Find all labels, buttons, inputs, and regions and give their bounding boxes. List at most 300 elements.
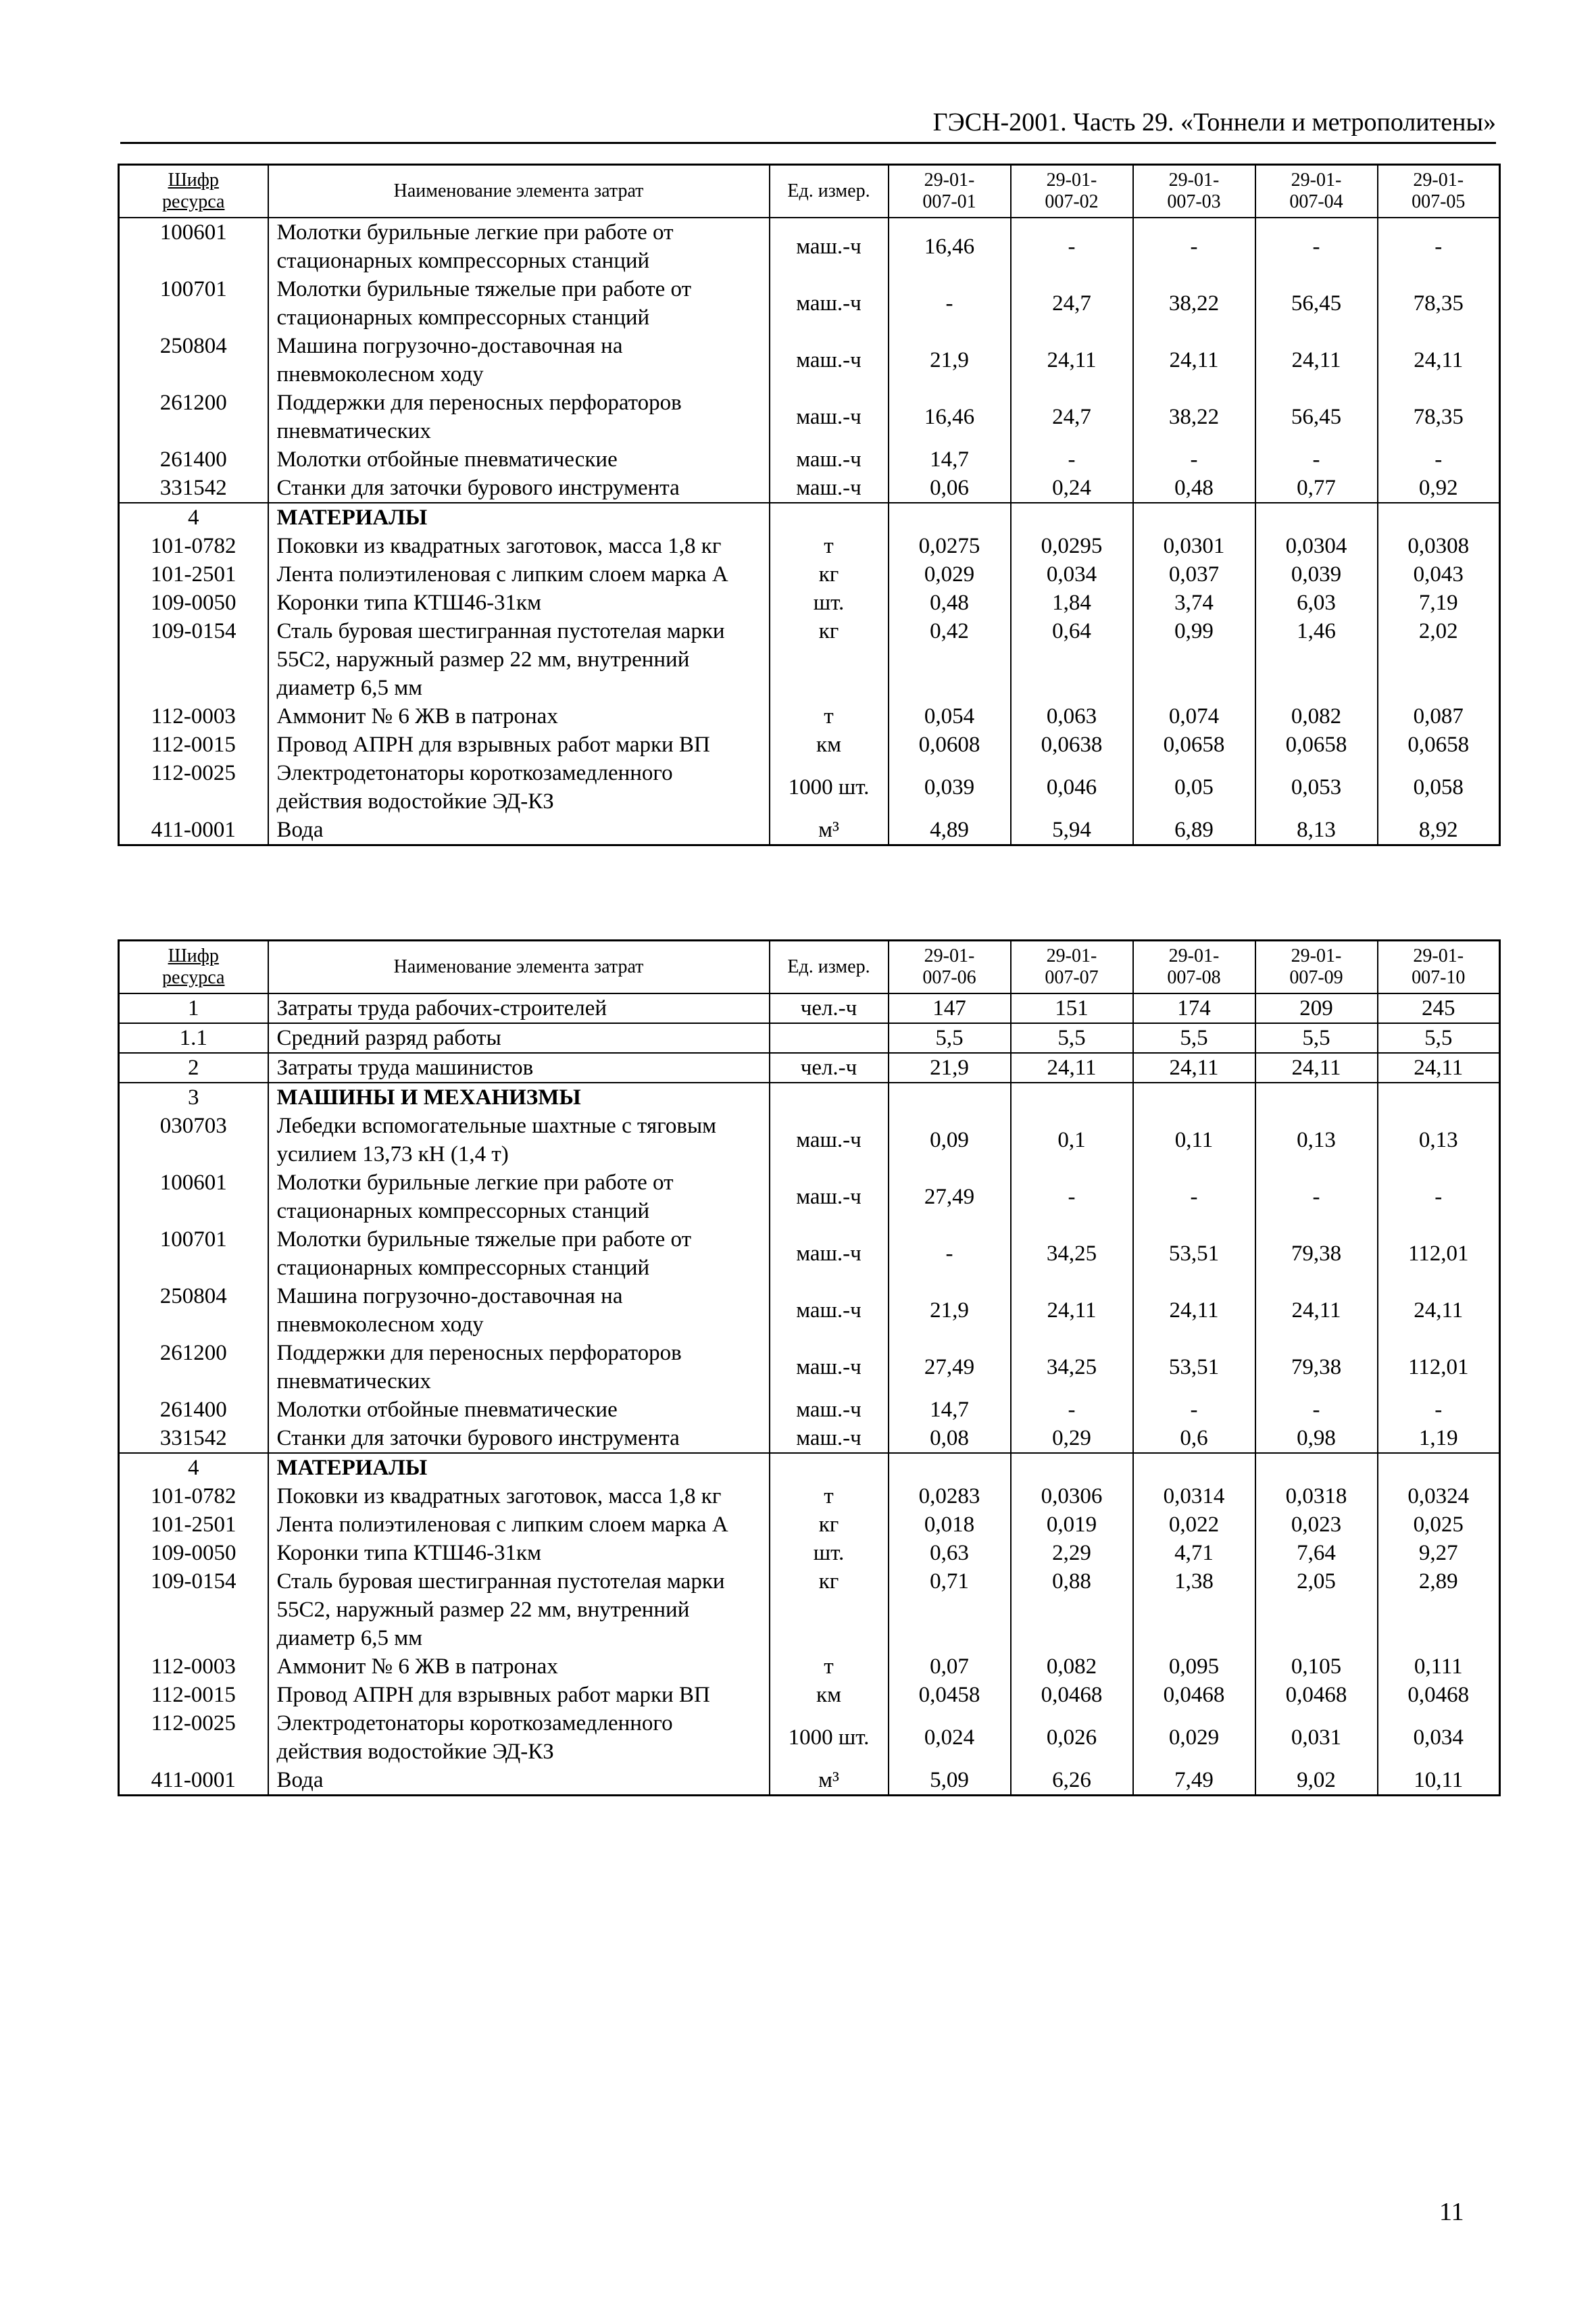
table-row xyxy=(119,1510,1500,1539)
value-cell: 2,89 xyxy=(1378,1567,1500,1652)
table-row xyxy=(119,445,1500,474)
resource-name-cell: Лента полиэтиленовая с липким слоем марка А xyxy=(268,560,770,589)
value-cell: 0,63 xyxy=(889,1539,1011,1567)
resource-name-cell: Вода xyxy=(268,1766,770,1796)
resource-name-cell: Лебедки вспомогательные шахтные с тяговым усилием 13,73 кН (1,4 т) xyxy=(268,1112,770,1168)
value-cell: 16,46 xyxy=(889,218,1011,275)
unit-cell: маш.-ч xyxy=(770,1112,889,1168)
unit-cell: шт. xyxy=(770,589,889,617)
value-cell: 0,053 xyxy=(1255,759,1378,816)
col-header-norm: 29-01- 007-02 xyxy=(1011,165,1133,218)
resource-name-cell: Аммонит № 6 ЖВ в патронах xyxy=(268,1652,770,1681)
value-cell: 4,71 xyxy=(1133,1539,1255,1567)
value-cell: 0,0468 xyxy=(1011,1681,1133,1709)
value-cell: 5,09 xyxy=(889,1766,1011,1796)
resource-name-cell: Поддержки для переносных перфораторов пневматических xyxy=(268,1339,770,1396)
section-row xyxy=(119,503,1500,532)
resource-name-cell: Затраты труда машинистов xyxy=(268,1053,770,1083)
resource-code-cell: 4 xyxy=(119,503,268,532)
value-cell: 0,88 xyxy=(1011,1567,1133,1652)
value-cell: 7,49 xyxy=(1133,1766,1255,1796)
resource-name-cell: Электродетонаторы короткозамедленного действия водостойкие ЭД-КЗ xyxy=(268,1709,770,1766)
value-cell: - xyxy=(1255,1168,1378,1225)
value-cell: 5,5 xyxy=(1011,1023,1133,1053)
value-cell: 147 xyxy=(889,993,1011,1023)
resource-table-1 xyxy=(118,164,1501,846)
value-cell: 0,043 xyxy=(1378,560,1500,589)
resource-code-cell: 1.1 xyxy=(119,1023,268,1053)
value-cell: 2,29 xyxy=(1011,1539,1133,1567)
value-cell xyxy=(1378,1083,1500,1112)
value-cell: 7,19 xyxy=(1378,589,1500,617)
resource-code-cell: 100701 xyxy=(119,1225,268,1282)
table-row xyxy=(119,1168,1500,1225)
value-cell: 0,13 xyxy=(1255,1112,1378,1168)
resource-name-cell: Сталь буровая шестигранная пустотелая марки 55С2, наружный размер 22 мм, внутренний диаметр 6,5 мм xyxy=(268,617,770,702)
value-cell xyxy=(1255,1453,1378,1482)
resource-code-cell: 100601 xyxy=(119,218,268,275)
value-cell xyxy=(889,1453,1011,1482)
value-cell: 0,058 xyxy=(1378,759,1500,816)
value-cell: 0,77 xyxy=(1255,474,1378,503)
unit-cell: маш.-ч xyxy=(770,1424,889,1453)
value-cell: 0,0308 xyxy=(1378,532,1500,560)
value-cell: 0,92 xyxy=(1378,474,1500,503)
value-cell: 0,0301 xyxy=(1133,532,1255,560)
value-cell: 0,1 xyxy=(1011,1112,1133,1168)
unit-cell: 1000 шт. xyxy=(770,1709,889,1766)
value-cell: - xyxy=(1133,1168,1255,1225)
resource-name-cell: Поковки из квадратных заготовок, масса 1,8 кг xyxy=(268,532,770,560)
value-cell: 0,029 xyxy=(889,560,1011,589)
value-cell: 24,7 xyxy=(1011,275,1133,332)
unit-cell: маш.-ч xyxy=(770,1225,889,1282)
value-cell: 0,0658 xyxy=(1378,731,1500,759)
value-cell: - xyxy=(1011,445,1133,474)
table-row xyxy=(119,1424,1500,1453)
section-title-cell: МАТЕРИАЛЫ xyxy=(268,1453,770,1482)
value-cell: 0,034 xyxy=(1011,560,1133,589)
value-cell: 78,35 xyxy=(1378,275,1500,332)
resource-code-cell: 109-0154 xyxy=(119,1567,268,1652)
value-cell: 24,11 xyxy=(1011,332,1133,389)
resource-code-cell: 411-0001 xyxy=(119,1766,268,1796)
value-cell: 21,9 xyxy=(889,1282,1011,1339)
resource-name-cell: Затраты труда рабочих-строителей xyxy=(268,993,770,1023)
table-row xyxy=(119,389,1500,445)
resource-code-cell: 100601 xyxy=(119,1168,268,1225)
resource-code-cell: 030703 xyxy=(119,1112,268,1168)
value-cell: 0,022 xyxy=(1133,1510,1255,1539)
table-row xyxy=(119,1112,1500,1168)
value-cell: 24,11 xyxy=(1011,1282,1133,1339)
value-cell: 0,06 xyxy=(889,474,1011,503)
unit-cell: маш.-ч xyxy=(770,1339,889,1396)
value-cell: 0,082 xyxy=(1255,702,1378,731)
value-cell: 0,99 xyxy=(1133,617,1255,702)
value-cell: 16,46 xyxy=(889,389,1011,445)
resource-name-cell: Электродетонаторы короткозамедленного действия водостойкие ЭД-КЗ xyxy=(268,759,770,816)
value-cell: 34,25 xyxy=(1011,1225,1133,1282)
value-cell: 21,9 xyxy=(889,1053,1011,1083)
value-cell: - xyxy=(1011,1396,1133,1424)
value-cell: 0,0318 xyxy=(1255,1482,1378,1510)
value-cell: 0,42 xyxy=(889,617,1011,702)
value-cell: 0,019 xyxy=(1011,1510,1133,1539)
value-cell: 24,11 xyxy=(1133,1053,1255,1083)
value-cell: 6,89 xyxy=(1133,816,1255,845)
value-cell: - xyxy=(1378,1168,1500,1225)
resource-name-cell: Молотки отбойные пневматические xyxy=(268,1396,770,1424)
value-cell: - xyxy=(1133,218,1255,275)
value-cell: 0,0304 xyxy=(1255,532,1378,560)
value-cell: 151 xyxy=(1011,993,1133,1023)
resource-code-cell: 101-0782 xyxy=(119,532,268,560)
resource-name-cell: Сталь буровая шестигранная пустотелая марки 55С2, наружный размер 22 мм, внутренний диаметр 6,5 мм xyxy=(268,1567,770,1652)
col-header-unit: Ед. измер. xyxy=(770,941,889,994)
value-cell: 9,27 xyxy=(1378,1539,1500,1567)
value-cell: 38,22 xyxy=(1133,275,1255,332)
value-cell: 0,98 xyxy=(1255,1424,1378,1453)
value-cell: 24,11 xyxy=(1378,1282,1500,1339)
resource-code-cell: 2 xyxy=(119,1053,268,1083)
value-cell: 78,35 xyxy=(1378,389,1500,445)
unit-cell: кг xyxy=(770,1510,889,1539)
value-cell: 79,38 xyxy=(1255,1225,1378,1282)
value-cell: 27,49 xyxy=(889,1339,1011,1396)
value-cell: - xyxy=(1378,1396,1500,1424)
col-header-norm: 29-01- 007-09 xyxy=(1255,941,1378,994)
value-cell: 0,0608 xyxy=(889,731,1011,759)
value-cell: 53,51 xyxy=(1133,1339,1255,1396)
value-cell: - xyxy=(1133,445,1255,474)
value-cell: 0,05 xyxy=(1133,759,1255,816)
unit-cell: маш.-ч xyxy=(770,1282,889,1339)
unit-cell: шт. xyxy=(770,1539,889,1567)
value-cell: 53,51 xyxy=(1133,1225,1255,1282)
table-row xyxy=(119,1396,1500,1424)
value-cell: 1,46 xyxy=(1255,617,1378,702)
value-cell: 0,031 xyxy=(1255,1709,1378,1766)
resource-name-cell: Станки для заточки бурового инструмента xyxy=(268,474,770,503)
value-cell: 6,03 xyxy=(1255,589,1378,617)
value-cell: 0,0638 xyxy=(1011,731,1133,759)
value-cell: 27,49 xyxy=(889,1168,1011,1225)
resource-name-cell: Молотки бурильные тяжелые при работе от стационарных компрессорных станций xyxy=(268,275,770,332)
value-cell: 8,92 xyxy=(1378,816,1500,845)
section-title-cell: МАТЕРИАЛЫ xyxy=(268,503,770,532)
value-cell: 0,074 xyxy=(1133,702,1255,731)
unit-cell: маш.-ч xyxy=(770,218,889,275)
value-cell xyxy=(1011,1453,1133,1482)
resource-code-cell: 1 xyxy=(119,993,268,1023)
value-cell: 10,11 xyxy=(1378,1766,1500,1796)
unit-cell: 1000 шт. xyxy=(770,759,889,816)
resource-code-cell: 250804 xyxy=(119,1282,268,1339)
value-cell: 0,48 xyxy=(1133,474,1255,503)
value-cell: 0,09 xyxy=(889,1112,1011,1168)
value-cell: - xyxy=(889,1225,1011,1282)
value-cell: 0,039 xyxy=(889,759,1011,816)
resource-code-cell: 112-0015 xyxy=(119,1681,268,1709)
value-cell: 0,025 xyxy=(1378,1510,1500,1539)
value-cell: 0,24 xyxy=(1011,474,1133,503)
table-row xyxy=(119,218,1500,275)
value-cell: 5,5 xyxy=(889,1023,1011,1053)
value-cell: 0,07 xyxy=(889,1652,1011,1681)
value-cell: 24,11 xyxy=(1255,1282,1378,1339)
value-cell xyxy=(1011,503,1133,532)
value-cell: 24,11 xyxy=(1011,1053,1133,1083)
unit-cell: т xyxy=(770,702,889,731)
value-cell: - xyxy=(889,275,1011,332)
resource-code-cell: 261200 xyxy=(119,389,268,445)
value-cell: 0,11 xyxy=(1133,1112,1255,1168)
value-cell: 0,0468 xyxy=(1378,1681,1500,1709)
value-cell: 8,13 xyxy=(1255,816,1378,845)
resource-code-cell: 109-0050 xyxy=(119,589,268,617)
value-cell: 7,64 xyxy=(1255,1539,1378,1567)
value-cell: 34,25 xyxy=(1011,1339,1133,1396)
table-row xyxy=(119,1539,1500,1567)
value-cell: 0,0324 xyxy=(1378,1482,1500,1510)
value-cell: - xyxy=(1133,1396,1255,1424)
value-cell: 0,034 xyxy=(1378,1709,1500,1766)
table-row xyxy=(119,1709,1500,1766)
resource-table-2 xyxy=(118,939,1501,1796)
value-cell: 0,0458 xyxy=(889,1681,1011,1709)
resource-name-cell: Молотки бурильные легкие при работе от стационарных компрессорных станций xyxy=(268,218,770,275)
value-cell: 56,45 xyxy=(1255,389,1378,445)
value-cell: 112,01 xyxy=(1378,1339,1500,1396)
value-cell: 5,5 xyxy=(1133,1023,1255,1053)
resource-code-cell: 101-0782 xyxy=(119,1482,268,1510)
resource-code-cell: 109-0050 xyxy=(119,1539,268,1567)
resource-name-cell: Машина погрузочно-доставочная на пневмоколесном ходу xyxy=(268,332,770,389)
col-header-norm: 29-01- 007-05 xyxy=(1378,165,1500,218)
table-row xyxy=(119,759,1500,816)
table-row xyxy=(119,474,1500,503)
table-row xyxy=(119,275,1500,332)
value-cell xyxy=(889,1083,1011,1112)
value-cell: 9,02 xyxy=(1255,1766,1378,1796)
table-row xyxy=(119,560,1500,589)
value-cell: 0,48 xyxy=(889,589,1011,617)
value-cell: 0,0658 xyxy=(1133,731,1255,759)
resource-name-cell: Молотки бурильные легкие при работе от стационарных компрессорных станций xyxy=(268,1168,770,1225)
value-cell: 0,029 xyxy=(1133,1709,1255,1766)
col-header-code: Шифр ресурса xyxy=(119,165,268,218)
col-header-norm: 29-01- 007-04 xyxy=(1255,165,1378,218)
value-cell: 0,0468 xyxy=(1255,1681,1378,1709)
value-cell: 0,0275 xyxy=(889,532,1011,560)
value-cell: 24,11 xyxy=(1255,332,1378,389)
col-header-code: Шифр ресурса xyxy=(119,941,268,994)
section-row xyxy=(119,1083,1500,1112)
section-title-cell: МАШИНЫ И МЕХАНИЗМЫ xyxy=(268,1083,770,1112)
value-cell: 0,046 xyxy=(1011,759,1133,816)
value-cell xyxy=(1133,503,1255,532)
page-header xyxy=(120,107,1496,144)
unit-cell: кг xyxy=(770,1567,889,1652)
resource-name-cell: Поддержки для переносных перфораторов пневматических xyxy=(268,389,770,445)
resource-code-cell: 112-0003 xyxy=(119,702,268,731)
value-cell: 24,11 xyxy=(1255,1053,1378,1083)
col-header-name: Наименование элемента затрат xyxy=(268,165,770,218)
value-cell: 0,0306 xyxy=(1011,1482,1133,1510)
value-cell: 209 xyxy=(1255,993,1378,1023)
resource-name-cell: Молотки отбойные пневматические xyxy=(268,445,770,474)
table-row xyxy=(119,1766,1500,1796)
value-cell: 24,7 xyxy=(1011,389,1133,445)
value-cell: 79,38 xyxy=(1255,1339,1378,1396)
unit-cell xyxy=(770,1023,889,1053)
page-number: 11 xyxy=(1439,2198,1464,2226)
table-row xyxy=(119,993,1500,1023)
value-cell: 14,7 xyxy=(889,445,1011,474)
value-cell xyxy=(1133,1083,1255,1112)
resource-code-cell: 100701 xyxy=(119,275,268,332)
unit-cell: м³ xyxy=(770,816,889,845)
value-cell: 0,054 xyxy=(889,702,1011,731)
value-cell xyxy=(1378,503,1500,532)
resource-code-cell: 112-0025 xyxy=(119,1709,268,1766)
resource-name-cell: Коронки типа КТШ46-31км xyxy=(268,589,770,617)
resource-code-cell: 112-0015 xyxy=(119,731,268,759)
resource-name-cell: Станки для заточки бурового инструмента xyxy=(268,1424,770,1453)
table-row xyxy=(119,1023,1500,1053)
resource-code-cell: 261400 xyxy=(119,445,268,474)
value-cell: - xyxy=(1011,218,1133,275)
value-cell: 56,45 xyxy=(1255,275,1378,332)
value-cell: 0,082 xyxy=(1011,1652,1133,1681)
value-cell: 24,11 xyxy=(1378,1053,1500,1083)
col-header-norm: 29-01- 007-06 xyxy=(889,941,1011,994)
resource-name-cell: Коронки типа КТШ46-31км xyxy=(268,1539,770,1567)
unit-cell: маш.-ч xyxy=(770,474,889,503)
resource-code-cell: 411-0001 xyxy=(119,816,268,845)
resource-code-cell: 331542 xyxy=(119,474,268,503)
unit-cell: км xyxy=(770,731,889,759)
resource-name-cell: Вода xyxy=(268,816,770,845)
table-row xyxy=(119,702,1500,731)
resource-name-cell: Лента полиэтиленовая с липким слоем марка А xyxy=(268,1510,770,1539)
resource-code-cell: 261200 xyxy=(119,1339,268,1396)
table-row xyxy=(119,731,1500,759)
col-header-norm: 29-01- 007-03 xyxy=(1133,165,1255,218)
value-cell: 0,037 xyxy=(1133,560,1255,589)
value-cell: 0,29 xyxy=(1011,1424,1133,1453)
col-header-unit: Ед. измер. xyxy=(770,165,889,218)
value-cell xyxy=(1133,1453,1255,1482)
resource-name-cell: Машина погрузочно-доставочная на пневмоколесном ходу xyxy=(268,1282,770,1339)
value-cell: 1,84 xyxy=(1011,589,1133,617)
value-cell: 5,5 xyxy=(1378,1023,1500,1053)
table-row xyxy=(119,1482,1500,1510)
value-cell: 38,22 xyxy=(1133,389,1255,445)
resource-code-cell: 250804 xyxy=(119,332,268,389)
value-cell: 24,11 xyxy=(1133,332,1255,389)
value-cell: 0,095 xyxy=(1133,1652,1255,1681)
value-cell: 0,6 xyxy=(1133,1424,1255,1453)
table-row xyxy=(119,1225,1500,1282)
value-cell: 0,0314 xyxy=(1133,1482,1255,1510)
value-cell: 0,063 xyxy=(1011,702,1133,731)
value-cell: 0,64 xyxy=(1011,617,1133,702)
table-header-row xyxy=(119,165,1500,218)
value-cell: 2,02 xyxy=(1378,617,1500,702)
value-cell: 0,0283 xyxy=(889,1482,1011,1510)
unit-cell: км xyxy=(770,1681,889,1709)
resource-name-cell: Средний разряд работы xyxy=(268,1023,770,1053)
value-cell: 0,087 xyxy=(1378,702,1500,731)
col-header-norm: 29-01- 007-01 xyxy=(889,165,1011,218)
resource-name-cell: Молотки бурильные тяжелые при работе от стационарных компрессорных станций xyxy=(268,1225,770,1282)
value-cell: 112,01 xyxy=(1378,1225,1500,1282)
section-row xyxy=(119,1453,1500,1482)
resource-code-cell: 261400 xyxy=(119,1396,268,1424)
value-cell: 24,11 xyxy=(1378,332,1500,389)
table-row xyxy=(119,617,1500,702)
value-cell: 5,5 xyxy=(1255,1023,1378,1053)
resource-name-cell: Провод АПРН для взрывных работ марки ВП xyxy=(268,1681,770,1709)
col-header-norm: 29-01- 007-07 xyxy=(1011,941,1133,994)
value-cell xyxy=(1011,1083,1133,1112)
unit-cell: маш.-ч xyxy=(770,1396,889,1424)
value-cell: - xyxy=(1255,218,1378,275)
document-title: ГЭСН-2001. Часть 29. «Тоннели и метрополитены» xyxy=(932,108,1496,137)
resource-code-cell: 4 xyxy=(119,1453,268,1482)
resource-code-cell: 112-0025 xyxy=(119,759,268,816)
value-cell: 0,0658 xyxy=(1255,731,1378,759)
value-cell: 6,26 xyxy=(1011,1766,1133,1796)
value-cell: 0,0468 xyxy=(1133,1681,1255,1709)
unit-cell: чел.-ч xyxy=(770,993,889,1023)
unit-cell xyxy=(770,1453,889,1482)
value-cell: 0,105 xyxy=(1255,1652,1378,1681)
value-cell: 0,0295 xyxy=(1011,532,1133,560)
resource-code-cell: 112-0003 xyxy=(119,1652,268,1681)
resource-code-cell: 109-0154 xyxy=(119,617,268,702)
value-cell xyxy=(1378,1453,1500,1482)
unit-cell: м³ xyxy=(770,1766,889,1796)
value-cell xyxy=(1255,1083,1378,1112)
value-cell: 0,039 xyxy=(1255,560,1378,589)
value-cell: 3,74 xyxy=(1133,589,1255,617)
table-row xyxy=(119,532,1500,560)
value-cell: 2,05 xyxy=(1255,1567,1378,1652)
value-cell: - xyxy=(1255,445,1378,474)
value-cell: 4,89 xyxy=(889,816,1011,845)
value-cell: 245 xyxy=(1378,993,1500,1023)
unit-cell: маш.-ч xyxy=(770,389,889,445)
table-row xyxy=(119,589,1500,617)
col-header-norm: 29-01- 007-08 xyxy=(1133,941,1255,994)
unit-cell: маш.-ч xyxy=(770,1168,889,1225)
unit-cell: т xyxy=(770,1482,889,1510)
value-cell: 0,018 xyxy=(889,1510,1011,1539)
unit-cell: маш.-ч xyxy=(770,275,889,332)
unit-cell: т xyxy=(770,1652,889,1681)
unit-cell: т xyxy=(770,532,889,560)
value-cell: 174 xyxy=(1133,993,1255,1023)
table-row xyxy=(119,1681,1500,1709)
table-row xyxy=(119,1652,1500,1681)
table-row xyxy=(119,1053,1500,1083)
value-cell: - xyxy=(1011,1168,1133,1225)
table-header-row xyxy=(119,941,1500,994)
value-cell: 0,13 xyxy=(1378,1112,1500,1168)
